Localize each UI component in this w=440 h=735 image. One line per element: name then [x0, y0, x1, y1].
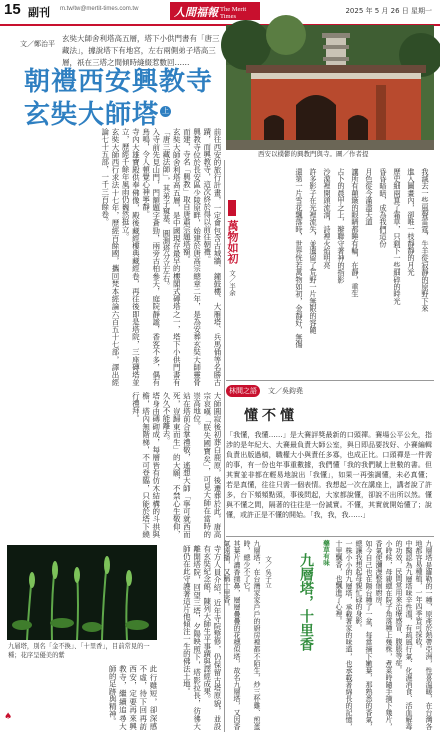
logo-chinese: 人間福報 — [174, 6, 218, 19]
article-body-bottom — [8, 665, 158, 730]
poem-line: 歷史細兩算了霜草，只剩下一些細碎的時光 — [393, 168, 402, 305]
article-paragraph: 玄奘大師西行求法十七年，歷經百餘國，攜回梵本經論六百五十七部，譯出經論七十五部，一千三百餘卷。 — [100, 128, 120, 386]
spade-ornament-icon: ♠ — [4, 712, 13, 722]
poem-author: 文／半余 — [228, 270, 236, 296]
article-body-middle — [8, 392, 222, 538]
article-paragraph: 寺方人員介紹，近年寺院整修，仍保留古塔原貌，並設有玄奘紀念館，陳列大師生平事蹟與譯經成果。 — [202, 545, 222, 730]
herb-body-left — [223, 540, 262, 730]
article-paragraph: 大師圓寂後初葬白鹿原，後遷葬於此，唐高宗哀嘆「朕失國寶矣」，可見大師在當時的崇高地位。 — [192, 392, 222, 538]
poem-line: 占卜的晨甲之上，辮聯守著神的指影 — [337, 168, 346, 284]
article-byline: 文／鄭治平 — [20, 40, 55, 48]
poem-line: 月色從今滿盡天道 — [365, 168, 374, 226]
article-body-lower — [160, 545, 222, 730]
article-paragraph: 離開塔院，回望三塔，夕陽映照下，塔影拉長，彷彿大師仍在此守護著這片他傾注一生的佛法土地。 — [182, 545, 202, 730]
logo-english: The Merit Times — [220, 6, 247, 20]
newspaper-logo — [170, 2, 260, 20]
article-paragraph: 興教寺位於長安區少陵原畔，始建於唐高宗總章二年，是為安葬玄奘大師靈骨而建，寺名「興教」取自唐肅宗題塔額。 — [182, 128, 202, 386]
page-number: 15 — [4, 1, 21, 18]
herb-column-tag: 藥草有味 — [322, 540, 330, 566]
article-title-line1: 朝禮西安興教寺 — [24, 67, 214, 97]
herb-paragraph: 九層塔，在台灣家家戶戶的廚房裡都不陌生，炒三杯雞、煎蛋時，總少不了它。 — [243, 540, 261, 730]
herb-title: 九層塔，十里香 — [298, 553, 314, 651]
poem-line: 讓所有顛簸的眼睛都睡有輪，在靜，重生 — [351, 168, 360, 298]
article-paragraph: 塔身由磚砌成，每層皆有仿木結構的斗拱與檐，塔內無階梯，不可登臨，只能於塔下繞行禮拜。 — [131, 392, 161, 538]
herb-paragraph: 中醫認為九層塔味辛性溫，有疏風行氣、化濕消食、活血解毒的功效，民間常用來治療感冒、腹脹等症。 — [395, 540, 413, 730]
article-paragraph: 入寺前先見山門，門額題字蒼勁，兩旁古柏參天，庭院靜謐，香客不多，偶有鳥鳴，令人頓覺心神寧靜。 — [141, 128, 161, 386]
page-header — [0, 0, 440, 26]
article-paragraph: 前往西安的旅行計畫，一定會包含古城牆、鐘鼓樓、大雁塔、兵馬俑等名勝古蹟，而興教寺，這次終於得以前往朝禮。 — [202, 128, 222, 386]
poem-accent-bar — [228, 200, 236, 216]
herb-paragraph: 如今自己也在陽台種了一盆，每當摘下嫩葉，那熟悉的香氣，總讓我想起母親忙碌的身影。 — [355, 540, 373, 730]
poem-line: 還第一片雪花飄落時，世界恍若萬物如初，金靜好，無傷 — [295, 168, 304, 348]
essay-title: 懂不懂 — [244, 408, 298, 424]
poem-line: 昏昏暗暗，成為我們這份 — [379, 168, 388, 248]
article-lead: 玄奘大師舍利塔高五層，塔下小供門書有「唐三藏法」，據說塔下有地宮，左右兩側弟子塔高三層，祇在三塔之間傾時縫綴惹數回…… — [62, 34, 220, 67]
section-name: 副刊 — [28, 6, 50, 19]
poem-body — [242, 168, 432, 378]
herb-paragraph: 小時候，母親總在院子角落種上幾株，煮菜時隨手摘下幾片，香氣便瀰漫整個廚房。 — [375, 540, 393, 730]
temple-photo-caption: 西安以樸鬱的興教門與寺。圖／作者提 — [258, 150, 369, 158]
article-title — [24, 66, 213, 132]
issue-date: 2025 年 5 月 26 日 星期一 — [345, 7, 432, 15]
essay-body: 「我懂，我懂……」是大賽評獎最新的口頭禪。賽場公平公允，指涉的是年紀大、大賽最負責大師公室，與日即品要找好、小賽編輯負責出版過稿，職權大小與責任多寡，也成正比。口頭禪是一件需的事，有一份也年事重數據，我們懂「我的我們賦上世數的書。但其實並非都在輕易地說出「我懂」，如果一再強調懂，未必真懂；若是真懂，往往只需一個表情。我想起一次在講座上，講者說了許多，台下頻頻點頭，事後問起，大家都說懂，卻說不出所以然。懂與不懂之間，隔著的往往是一份誠實。不懂，其實就開始懂了；說懂，或許正是不懂的開始。「我，我，我……」 — [226, 431, 432, 519]
part-marker: 上 — [162, 107, 169, 115]
poem-title: 萬物如初 — [226, 220, 239, 264]
basil-photo — [7, 545, 157, 640]
poem-line: 沙漠裡開頭流淌，詩裡火焰明亮 — [323, 168, 332, 269]
article-paragraph: 此行雖短，卻深感不虛，待下回再訪西安，定要再來興教寺，繼續追尋大師的足跡與精神。 — [108, 665, 158, 730]
article-paragraph: 站在塔前合掌禮敬，遙想大師「寧可就西而死，豈歸東而生」的大願，不禁心生敬仰，久久不能離去。 — [161, 392, 192, 538]
essay-author: 文／吳鈞堯 — [268, 387, 303, 395]
article-title-line2: 玄奘大師塔 — [24, 100, 160, 130]
herb-paragraph: 其葉片濃香撲鼻，層層疊疊的花穗似塔，故名九層塔，又因香氣遠播，又稱十里香。 — [223, 540, 241, 730]
article-paragraph: 玄奘大師舍利塔高五層，是中國現存最早的樓閣式磚塔之一，塔下小供門書有「唐三藏法師」，其弟子窺基、圓測塔分立左右。 — [161, 128, 182, 386]
section-divider — [226, 380, 434, 381]
poem-line: 我滅去一些風聲雷霆，牛羊從寂靜的原野下來 — [421, 168, 430, 312]
poem-line: 許多影子在光裡流失，並遺留了荒野一片無限的容隨 — [309, 168, 318, 334]
essay-column-tag: 林間之語 — [226, 385, 260, 397]
herb-body-right — [332, 540, 434, 730]
article-body-upper — [8, 128, 222, 386]
basil-photo-caption: 九層塔，別名「金不換」、「十里香」，目前常見的一種；花序呈優美的紫 — [8, 643, 150, 659]
herb-paragraph: 九層塔是羅勒的一種，原產於熱帶亞洲，性喜溫暖，在台灣各地都容易種植，一年四季皆可採收。 — [415, 540, 433, 730]
temple-photo — [226, 25, 434, 150]
article-paragraph: 寺內大雄寶殿供奉佛像，殿後藏經樓典藏經卷，再往後即是塔院，三座磚塔並立，歷經千餘年風雨仍巍然挺立。 — [121, 128, 141, 386]
herb-paragraph: 一株小小的九層塔，承載著家的味道，也承載著綿長的記憶，十里飄香，也飄進了心裡。 — [335, 540, 353, 730]
poem-line: 進入圖畫內，卻唯一枝靜靜的月光 — [407, 168, 416, 276]
section-divider — [226, 536, 434, 537]
header-url: m.tw/tw@mertit-times.com.tw — [60, 6, 139, 12]
herb-author: 文／吳子立 — [264, 556, 272, 589]
